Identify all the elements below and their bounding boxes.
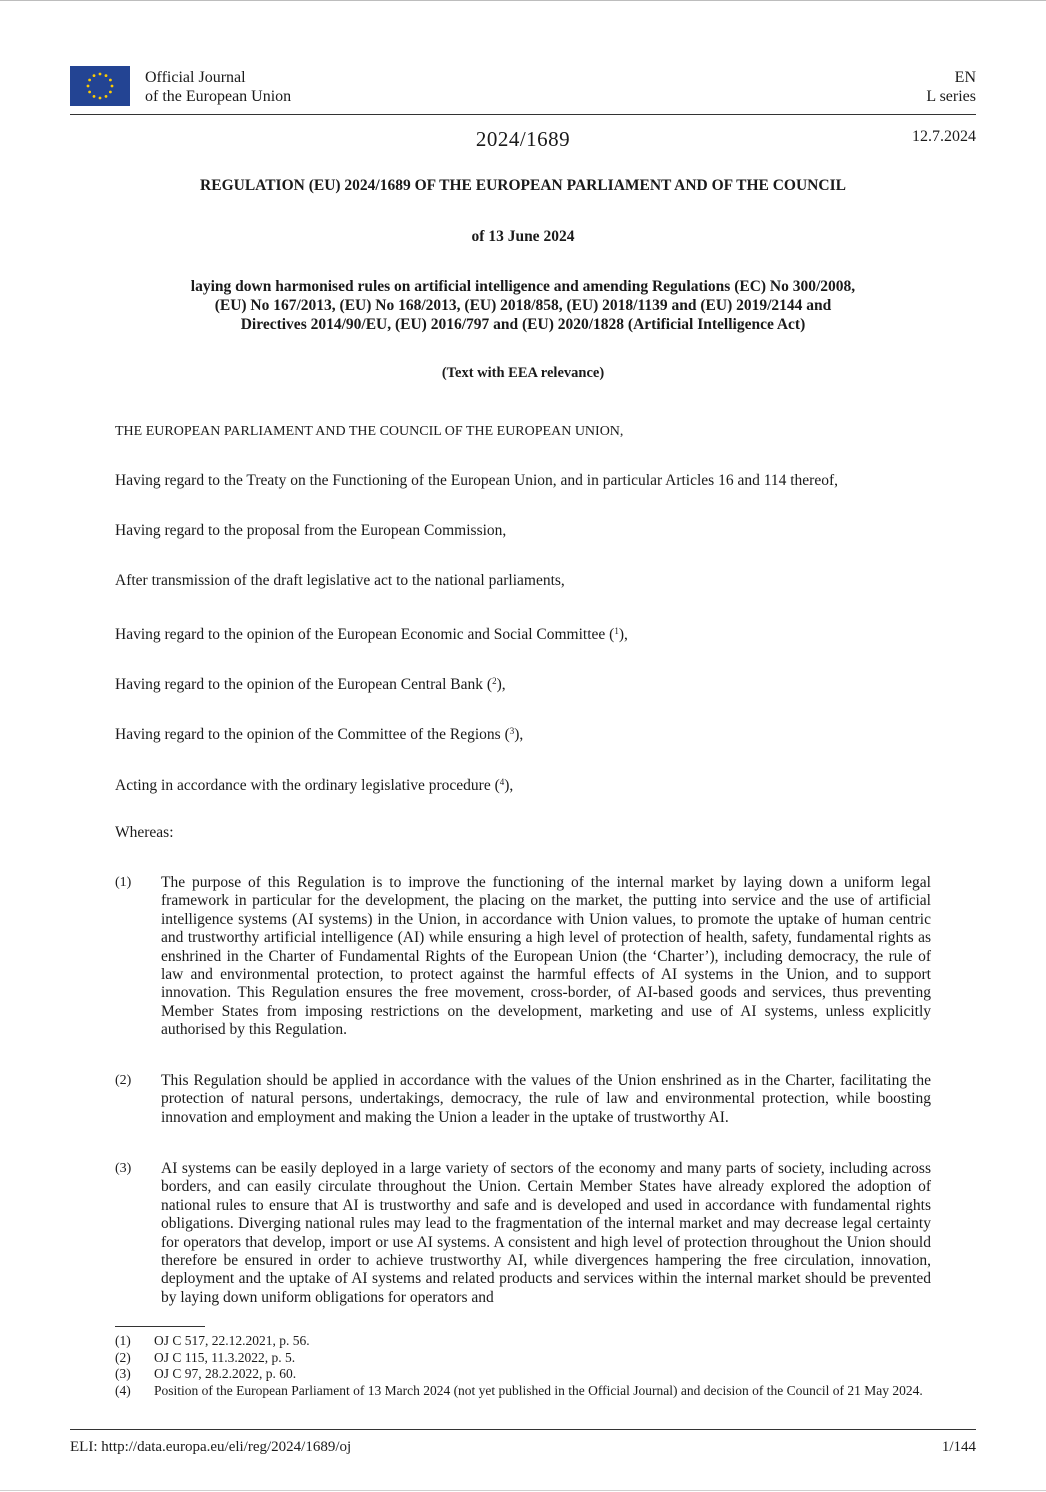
language-series [926,68,976,106]
recital-text: The purpose of this Regulation is to improve the functioning of the internal market by laying down a uniform legal framework in particular for the development, the placing on the market, the putting into service and the use of artificial intelligence systems (AI systems) in the Union, in accordance with Union values, to promote the uptake of human centric and trustworthy artificial intelligence (AI) while ensuring a high level of protection of health, safety, fundamental rights as enshrined in the Charter of Fundamental Rights of the European Union (the ‘Charter’), including democracy, the rule of law and environmental protection, to protect against the harmful effects of AI systems in the Union, and to support innovation. This Regulation ensures the free movement, cross-border, of AI-based goods and services, thus preventing Member States from imposing restrictions on the development, marketing and use of AI systems, unless explicitly authorised by this Regulation. [161,874,931,1039]
footnote-text: OJ C 115, 11.3.2022, p. 5. [154,1349,296,1365]
footnote-number: (2) [115,1349,131,1365]
citation-transmission: After transmission of the draft legislative act to the national parliaments, [115,572,565,589]
journal-name-line2: of the European Union [145,88,292,105]
recital-number: (1) [115,875,132,890]
recital-text: AI systems can be easily deployed in a large variety of sectors of the economy and many parts of society, including across borders, and can easily circulate throughout the Union. Certain Member States have already explored the adoption of national rules to ensure that AI is trustworthy and safe and is developed and used in accordance with fundamental rights obligations. Diverging national rules may lead to the fragmentation of the internal market and may decrease legal certainty for operators that develop, import or use AI systems. A consistent and high level of protection throughout the Union should therefore be ensured in order to achieve trustworthy AI, while divergences hampering the free circulation, innovation, deployment and the uptake of AI systems and related products and services within the internal market should be prevented by laying down uniform obligations for operators and [161,1160,931,1306]
footnote-text: Position of the European Parliament of 13 March 2024 (not yet published in the Official Journal) and decision of the Council of 21 May 2024. [154,1382,923,1398]
citation-treaty: Having regard to the Treaty on the Functioning of the European Union, and in particular Articles 16 and 114 thereof, [115,472,839,489]
page-bottom-border [0,1490,1046,1491]
eea-relevance: (Text with EEA relevance) [441,365,605,381]
recital-text: This Regulation should be applied in accordance with the values of the Union enshrined as in the Charter, facilitating the protection of natural persons, undertakings, democracy, the rule of law and environmental protection, while boosting innovation and employment and making the Union a leader in the uptake of trustworthy AI. [161,1072,931,1126]
document-number: 2024/1689 [475,127,571,151]
journal-name [145,68,291,106]
subject-line-2: (EU) No 167/2013, (EU) No 168/2013, (EU) 2018/858, (EU) 2018/1139 and (EU) 2019/2144 and [214,297,832,314]
page-top-border [0,0,1046,1]
publication-date: 12.7.2024 [912,128,976,145]
recital [115,1072,931,1127]
subject-line-3: Directives 2014/90/EU, (EU) 2016/797 and (EU) 2020/1828 (Artificial Intelligence Act) [240,316,806,333]
whereas-label: Whereas: [115,824,174,841]
page-number: 1/144 [941,1439,976,1455]
citation-procedure [115,773,513,795]
citation-procedure-text: Acting in accordance with the ordinary legislative procedure ( [115,777,500,794]
citation-proposal: Having regard to the proposal from the European Commission, [115,522,507,539]
citation-cor-text: Having regard to the opinion of the Committee of the Regions ( [115,726,510,743]
regulation-subject [120,277,926,334]
citation-eesc [115,622,628,644]
footnote [115,1366,931,1383]
series-label: L series [926,88,976,105]
journal-name-line1: Official Journal [145,69,246,86]
eu-flag-icon [70,66,130,106]
footnote-text: OJ C 517, 22.12.2021, p. 56. [154,1333,310,1348]
header-divider [70,114,976,115]
recital [115,1160,931,1307]
footnote [115,1383,931,1400]
citation-ecb-text: Having regard to the opinion of the European Central Bank ( [115,676,493,693]
citation-close: ), [618,626,628,643]
journal-header [70,64,976,114]
recital-number: (3) [115,1161,132,1176]
citation-eesc-text: Having regard to the opinion of the European Economic and Social Committee ( [115,626,615,643]
footnote-number: (1) [115,1333,131,1348]
regulation-date: of 13 June 2024 [471,228,575,245]
footer-divider [70,1429,976,1430]
eli-link[interactable]: ELI: http://data.europa.eu/eli/reg/2024/1689/oj [70,1439,352,1455]
citation-ecb [115,672,506,694]
subject-line-1: laying down harmonised rules on artificial intelligence and amending Regulations (EC) No 300/2008, [190,278,856,295]
citation-cor [115,722,523,744]
footnote-number: (3) [115,1366,131,1381]
footnote-ref-1[interactable]: 1 [614,626,619,636]
regulation-title: REGULATION (EU) 2024/1689 OF THE EUROPEAN PARLIAMENT AND OF THE COUNCIL [200,177,846,194]
footnote [115,1333,931,1350]
recital [115,874,931,1040]
footnote-text: OJ C 97, 28.2.2022, p. 60. [154,1366,297,1381]
citation-close: ), [504,777,514,794]
language-code: EN [954,69,976,86]
footnote [115,1350,931,1367]
footnote-number: (4) [115,1382,131,1398]
recital-number: (2) [115,1073,132,1088]
footnote-ref-4[interactable]: 4 [499,777,505,787]
footnote-ref-2[interactable]: 2 [492,676,497,686]
enacting-authority: THE EUROPEAN PARLIAMENT AND THE COUNCIL OF THE EUROPEAN UNION, [115,424,624,439]
citation-close: ), [496,676,506,693]
footnote-separator [115,1326,205,1327]
footnotes [115,1333,931,1399]
citation-close: ), [514,726,524,743]
footnote-ref-3[interactable]: 3 [509,726,515,736]
